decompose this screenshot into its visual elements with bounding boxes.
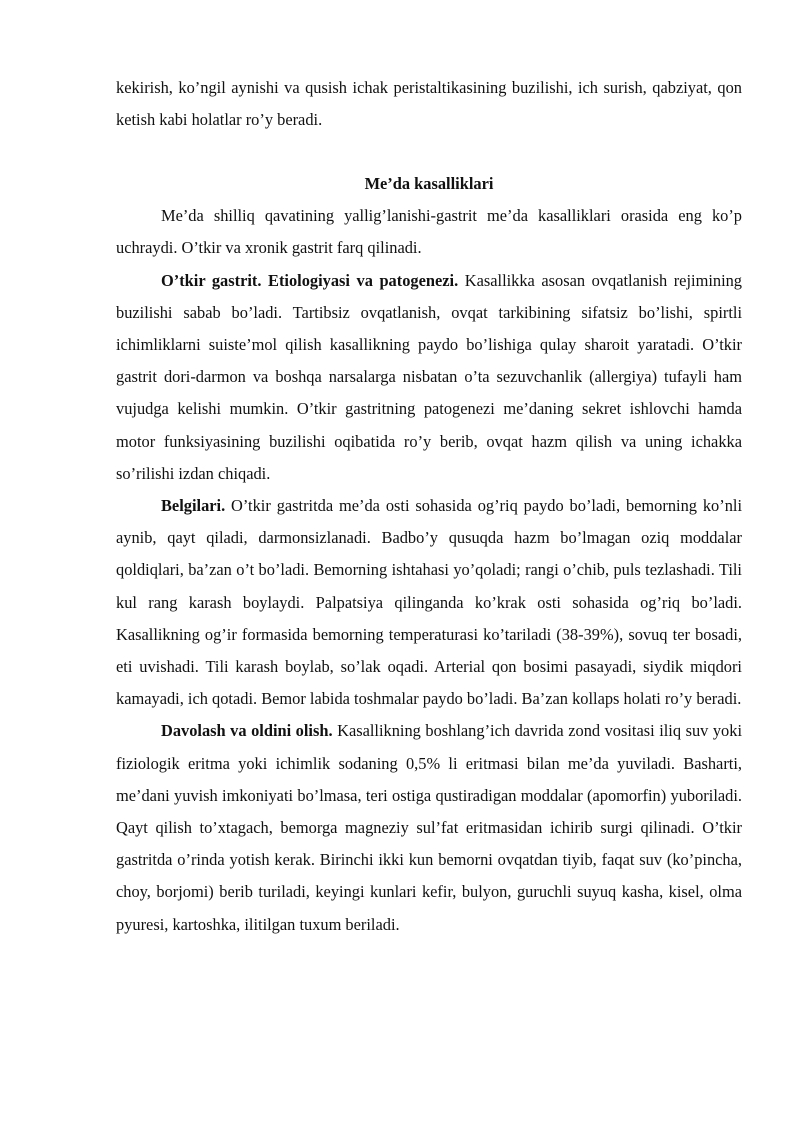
paragraph-treatment <box>116 715 742 940</box>
paragraph-text: O’tkir gastritda me’da osti sohasida og’riq paydo bo’ladi, bemorning ko’nli aynib, qayt qiladi, darmonsizlanadi. Badbo’y qusuqda hazm bo’lmagan oziq moddalar qoldiqlari, ba’zan o’t bo’ladi. Bemorning ishtahasi yo’qoladi; rangi o’chib, puls tezlashadi. Tili kul rang karash boylaydi. Palpatsiya qilinganda ko’krak osti sohasida og’riq bo’ladi. Kasallikning og’ir formasida bemorning temperaturasi ko’tariladi (38-39%), sovuq ter bosadi, eti uvishadi. Tili karash boylab, so’lak oqadi. Arterial qon bosimi pasayadi, siydik miqdori kamayadi, ich qotadi. Bemor labida toshmalar paydo bo’ladi. Ba’zan kollaps holati ro’y beradi. <box>116 496 742 709</box>
intro-block <box>116 72 742 136</box>
paragraph-text: Me’da shilliq qavatining yallig’lanishi-gastrit me’da kasalliklari orasida eng ko’p uchraydi. O’tkir va xronik gastrit farq qilinadi. <box>116 206 742 258</box>
paragraph-gastrit-intro <box>116 200 742 264</box>
paragraph-lead: Belgilari. <box>161 496 226 516</box>
paragraph-lead: Davolash va oldini olish. <box>161 721 333 741</box>
paragraph-text: Kasallikning boshlang’ich davrida zond vositasi iliq suv yoki fiziologik eritma yoki ichimlik sodaning 0,5% li eritmasi bilan me’da yuviladi. Basharti, me’dani yuvish imkoniyati bo’lmasa, teri ostiga qustiradigan moddalar (apomorfin) yuboriladi. Qayt qilish to’xtagach, bemorga magneziy sul’fat eritmasidan ichirib surgi qilinadi. O’tkir gastritda o’rinda yotish kerak. Birinchi ikki kun bemorni ovqatdan tiyib, faqat suv (ko’pincha, choy, borjomi) berib turiladi, keyingi kunlari kefir, bulyon, guruchli suyuq kasha, kisel, olma pyuresi, kartoshka, ilitilgan tuxum beriladi. <box>116 721 742 934</box>
main-text-block <box>116 168 742 941</box>
section-title: Me’da kasalliklari <box>364 174 494 193</box>
intro-paragraph: kekirish, ko’ngil aynishi va qusish ichak peristaltikasining buzilishi, ich surish, qabziyat, qon ketish kabi holatlar ro’y beradi. <box>116 78 742 130</box>
paragraph-lead: O’tkir gastrit. Etiologiyasi va patogenezi. <box>161 270 459 290</box>
paragraph-text: Kasallikka asosan ovqatlanish rejimining buzilishi sabab bo’ladi. Tartibsiz ovqatlanish, ovqat tarkibining sifatsiz bo’lishi, spirtli ichimliklarni suiste’mol qilish kasallikning paydo bo’lishiga qulay sharoit yaratadi. O’tkir gastrit dori-darmon va boshqa narsalarga nisbatan o’ta sezuvchanlik (allergiya) tufayli ham vujudga kelishi mumkin. O’tkir gastritning patogenezi me’daning sekret ishlovchi hamda motor funksiyasining buzilishi oqibatida ro’y berib, ovqat hazm qilish va uning ichakka so’rilishi izdan chiqadi. <box>116 270 743 483</box>
paragraph-symptoms <box>116 490 742 715</box>
paragraph-etiology <box>116 265 742 490</box>
